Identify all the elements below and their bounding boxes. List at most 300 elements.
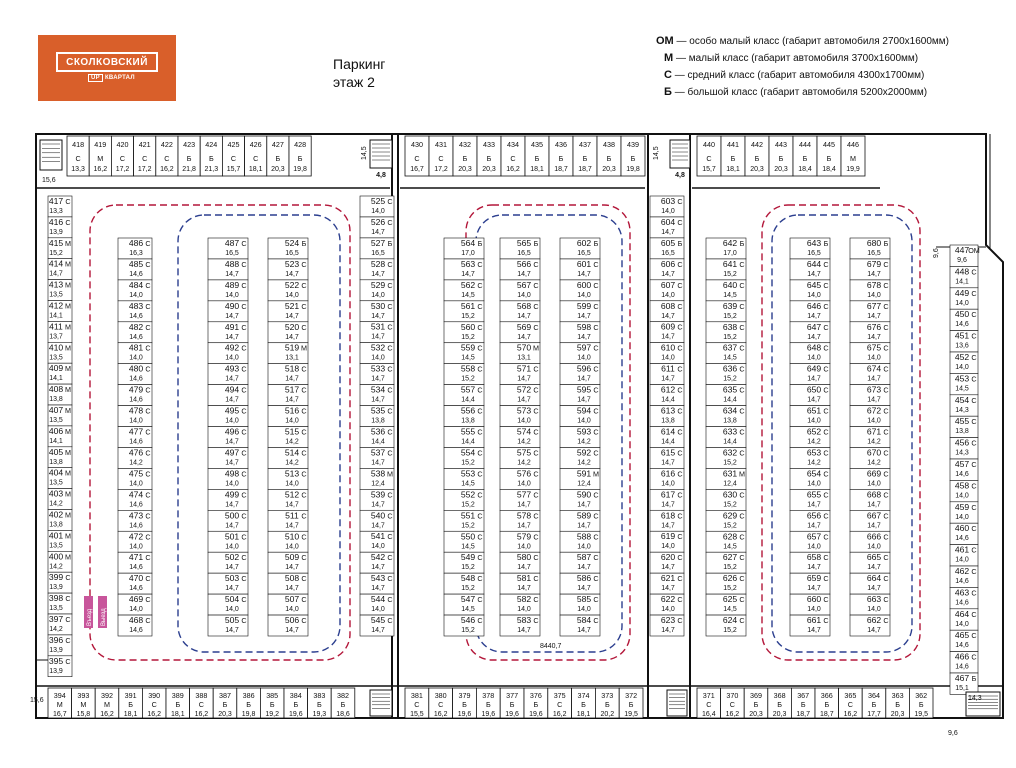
space-number: 558 — [460, 363, 476, 374]
space-number: 430 — [411, 140, 423, 149]
space-385 — [260, 688, 284, 718]
space-number: 636 — [722, 363, 738, 374]
space-class: С — [241, 553, 247, 563]
space-number: 502 — [224, 552, 240, 563]
space-class: С — [533, 595, 539, 605]
space-area: 14,7 — [225, 333, 239, 341]
space-number: 378 — [482, 691, 495, 700]
col7-space-622 — [650, 594, 684, 615]
col0-space-485 — [118, 259, 152, 280]
space-number: 630 — [722, 489, 738, 500]
left-space-398 — [48, 593, 72, 614]
space-number: 487 — [224, 238, 240, 248]
space-area: 19,6 — [529, 711, 543, 718]
space-area: 14,1 — [49, 375, 63, 383]
space-area: 19,5 — [624, 711, 638, 718]
space-number: 398 — [48, 593, 64, 604]
space-area: 14,5 — [723, 543, 737, 551]
space-number: 549 — [460, 552, 476, 563]
space-area: 16,5 — [661, 249, 675, 257]
space-number: 431 — [435, 140, 447, 149]
space-area: 14,7 — [285, 375, 299, 383]
space-area: 14,0 — [577, 543, 591, 551]
space-number: 518 — [284, 363, 300, 374]
space-class: С — [65, 615, 71, 624]
space-area: 14,6 — [129, 522, 143, 530]
space-area: 15,2 — [461, 333, 475, 341]
space-class: С — [677, 469, 683, 479]
col3-space-528 — [360, 259, 394, 280]
space-number: 526 — [370, 216, 386, 227]
col7-space-608 — [650, 301, 684, 322]
space-area: 17,2 — [115, 166, 130, 173]
space-class: С — [414, 700, 420, 709]
col9-space-654 — [790, 468, 830, 489]
space-class: С — [677, 490, 683, 500]
space-class: С — [387, 280, 393, 290]
space-class: Б — [128, 700, 133, 709]
space-area: 14,6 — [129, 501, 143, 509]
space-class: С — [533, 280, 539, 290]
space-area: 19,6 — [457, 711, 472, 718]
space-class: С — [387, 322, 393, 332]
space-class: С — [387, 259, 393, 269]
space-area: 14,0 — [225, 480, 239, 488]
col5-space-568 — [500, 301, 540, 322]
space-area: 14,7 — [285, 501, 299, 509]
col8-space-629 — [706, 510, 746, 531]
col3-space-530 — [360, 301, 394, 322]
space-area: 14,2 — [285, 459, 299, 467]
space-number: 598 — [576, 321, 592, 332]
space-area: 14,7 — [807, 564, 821, 572]
space-area: 17,7 — [867, 711, 881, 718]
space-number: 392 — [101, 691, 113, 700]
space-class: С — [593, 364, 599, 374]
col1-space-490 — [208, 301, 248, 322]
space-class: С — [971, 374, 977, 384]
space-number: 531 — [370, 321, 386, 332]
col5-space-581 — [500, 573, 540, 594]
space-number: 548 — [460, 573, 476, 584]
col8-space-624 — [706, 615, 746, 636]
space-369 — [744, 688, 768, 718]
space-class: Б — [533, 239, 539, 248]
col8-space-626 — [706, 573, 746, 594]
space-number: 640 — [722, 279, 738, 290]
space-number: 376 — [529, 691, 542, 700]
col3-space-526 — [360, 217, 394, 238]
col2-space-517 — [268, 385, 308, 406]
col3-space-534 — [360, 385, 394, 406]
space-class: Б — [883, 239, 889, 248]
space-426 — [245, 136, 267, 176]
space-area: 14,7 — [577, 627, 591, 635]
space-area: 14,7 — [225, 396, 239, 404]
space-class: С — [533, 448, 539, 458]
space-area: 14,7 — [661, 228, 675, 236]
space-number: 373 — [601, 691, 614, 700]
space-377 — [500, 688, 524, 718]
col2-space-515 — [268, 427, 308, 448]
space-area: 14,2 — [867, 438, 881, 446]
space-area: 13,7 — [49, 333, 63, 341]
space-area: 16,2 — [194, 711, 209, 718]
space-class: С — [533, 406, 539, 416]
space-area: 14,0 — [285, 417, 299, 425]
space-number: 655 — [806, 489, 822, 500]
space-420 — [111, 136, 133, 176]
space-class: С — [971, 652, 977, 662]
space-number: 677 — [866, 300, 882, 311]
route-loop-left-inner — [178, 215, 340, 652]
space-area: 20,3 — [890, 711, 905, 718]
space-number: 638 — [722, 321, 738, 332]
space-number: 665 — [866, 552, 882, 563]
space-class: С — [65, 573, 71, 583]
col3-space-541 — [360, 531, 394, 552]
space-number: 419 — [94, 140, 107, 149]
space-area: 13,8 — [49, 396, 63, 404]
space-number: 595 — [576, 384, 592, 395]
space-number: 485 — [128, 258, 144, 269]
col10-space-664 — [850, 573, 890, 594]
space-number: 573 — [516, 405, 532, 416]
col0-space-478 — [118, 406, 152, 427]
left-space-405 — [48, 447, 72, 468]
col7-space-612 — [650, 385, 684, 406]
space-number: 579 — [516, 531, 532, 542]
col2-space-523 — [268, 259, 308, 280]
stair-bottom-right — [667, 690, 687, 716]
left-space-399 — [48, 572, 72, 593]
space-class: С — [823, 490, 829, 500]
space-class: Б — [509, 700, 515, 709]
space-area: 14,7 — [867, 333, 881, 341]
space-area: 14,0 — [661, 543, 675, 551]
space-class: С — [739, 280, 745, 290]
space-number: 623 — [660, 615, 676, 626]
left-space-406 — [48, 426, 72, 447]
space-class: С — [301, 616, 307, 626]
space-number: 664 — [866, 573, 882, 584]
space-class: С — [241, 511, 247, 521]
space-class: С — [971, 288, 977, 298]
space-number: 403 — [48, 488, 64, 499]
space-class: Б — [269, 700, 275, 709]
space-number: 613 — [660, 405, 676, 416]
space-area: 19,8 — [241, 711, 256, 718]
right-space-453 — [950, 373, 978, 394]
space-area: 14,6 — [129, 333, 143, 341]
col9-space-649 — [790, 364, 830, 385]
space-number: 539 — [370, 489, 386, 500]
space-number: 514 — [284, 447, 300, 458]
col9-space-657 — [790, 531, 830, 552]
space-class: М — [65, 406, 71, 415]
space-class: С — [241, 364, 247, 374]
space-class: С — [823, 595, 829, 605]
space-class: С — [593, 553, 599, 563]
space-class: С — [971, 524, 977, 534]
space-area: 14,7 — [225, 438, 239, 446]
right-space-463 — [950, 587, 978, 608]
space-number: 653 — [806, 447, 822, 458]
space-class: М — [104, 700, 110, 709]
col5-space-580 — [500, 552, 540, 573]
col0-space-486 — [118, 238, 152, 259]
space-441 — [721, 136, 745, 176]
col5-space-570 — [500, 343, 540, 364]
col5-space-565 — [500, 238, 540, 259]
space-number: 478 — [128, 405, 144, 416]
space-number: 570 — [516, 342, 532, 353]
space-439 — [621, 136, 645, 176]
space-area: 16,2 — [93, 166, 108, 173]
space-number: 498 — [224, 468, 240, 479]
space-class: С — [739, 259, 745, 269]
space-number: 423 — [183, 140, 196, 149]
col5-space-575 — [500, 447, 540, 468]
space-number: 483 — [128, 300, 144, 311]
space-class: С — [387, 532, 393, 542]
space-class: С — [477, 364, 483, 374]
col3-space-532 — [360, 343, 394, 364]
space-class: С — [301, 595, 307, 605]
col2-space-508 — [268, 573, 308, 594]
col10-space-665 — [850, 552, 890, 573]
space-area: 14,5 — [461, 543, 475, 551]
space-class: С — [145, 448, 151, 458]
space-area: 14,1 — [49, 437, 63, 445]
space-area: 13,5 — [49, 291, 63, 299]
space-class: С — [557, 700, 563, 709]
space-class: С — [593, 595, 599, 605]
space-number: 644 — [806, 258, 822, 269]
col6-space-585 — [560, 594, 600, 615]
space-area: 18,7 — [578, 166, 592, 173]
space-area: 13,8 — [49, 521, 63, 529]
space-area: 14,2 — [49, 500, 63, 508]
space-class: С — [145, 385, 151, 395]
space-class: С — [593, 406, 599, 416]
space-class: С — [387, 364, 393, 374]
space-number: 668 — [866, 489, 882, 500]
space-number: 540 — [370, 510, 386, 521]
space-class: М — [739, 469, 745, 479]
space-class: С — [677, 385, 683, 395]
stair-top-mid — [370, 140, 392, 179]
space-number: 581 — [516, 573, 532, 584]
col1-space-504 — [208, 594, 248, 615]
space-number: 389 — [171, 691, 184, 700]
space-area: 13,5 — [49, 479, 63, 487]
space-area: 14,7 — [371, 564, 385, 572]
space-area: 14,7 — [517, 270, 531, 278]
space-class: М — [65, 447, 71, 457]
space-number: 508 — [284, 573, 300, 584]
space-area: 14,7 — [577, 522, 591, 530]
col1-space-503 — [208, 573, 248, 594]
space-class: С — [823, 385, 829, 395]
space-class: Б — [297, 154, 303, 163]
space-class: С — [677, 280, 683, 290]
space-number: 624 — [722, 615, 738, 626]
space-area: 14,7 — [867, 312, 881, 320]
space-number: 532 — [370, 342, 386, 353]
col3-space-525 — [360, 196, 394, 217]
right-space-451 — [950, 331, 978, 352]
col6-space-587 — [560, 552, 600, 573]
space-area: 14,7 — [225, 459, 239, 467]
space-class: М — [97, 154, 104, 163]
col8-space-641 — [706, 259, 746, 280]
space-area: 14,0 — [955, 492, 969, 500]
space-class: С — [823, 406, 829, 416]
space-number: 412 — [48, 300, 64, 311]
space-number: 454 — [954, 394, 970, 405]
space-class: С — [387, 343, 393, 353]
space-area: 14,6 — [955, 578, 969, 585]
space-area: 16,5 — [285, 250, 299, 257]
space-area: 14,4 — [661, 438, 675, 446]
col9-space-652 — [790, 427, 830, 448]
col10-space-662 — [850, 615, 890, 636]
space-number: 522 — [284, 279, 300, 290]
space-area: 14,7 — [285, 564, 299, 572]
space-class: М — [65, 322, 71, 332]
ramp-markers — [84, 596, 107, 628]
space-class: Б — [462, 700, 467, 709]
space-number: 427 — [271, 140, 284, 149]
core-label: 4,8 — [675, 172, 685, 179]
space-area: 18,4 — [798, 166, 812, 173]
space-area: 14,4 — [723, 396, 737, 404]
space-class: М — [65, 280, 71, 290]
space-class: С — [883, 280, 889, 290]
space-class: Б — [485, 700, 491, 709]
col3-space-545 — [360, 615, 394, 636]
space-area: 14,1 — [49, 312, 63, 320]
space-area: 14,2 — [49, 626, 63, 633]
space-class: С — [301, 259, 307, 269]
space-class: С — [241, 406, 247, 416]
space-area: 14,0 — [129, 543, 143, 551]
space-area: 14,0 — [661, 606, 675, 614]
space-area: 17,0 — [461, 250, 475, 257]
space-number: 363 — [891, 691, 904, 700]
space-class: С — [301, 490, 307, 500]
space-number: 365 — [844, 691, 857, 700]
space-class: С — [883, 343, 889, 353]
col6-space-600 — [560, 280, 600, 301]
right-space-466 — [950, 652, 978, 673]
space-class: С — [677, 511, 683, 521]
space-363 — [886, 688, 910, 718]
space-number: 496 — [224, 426, 240, 437]
space-area: 13,5 — [49, 605, 63, 613]
space-number: 375 — [553, 691, 566, 700]
space-class: С — [387, 427, 393, 437]
space-class: Б — [754, 154, 760, 163]
space-number: 486 — [128, 238, 144, 248]
space-class: С — [971, 588, 977, 598]
space-number: 545 — [370, 615, 386, 626]
space-area: 14,6 — [129, 270, 143, 278]
col6-space-592 — [560, 447, 600, 468]
space-area: 16,7 — [410, 166, 424, 173]
space-class: С — [823, 553, 829, 563]
space-number: 590 — [576, 489, 592, 500]
space-number: 420 — [116, 140, 129, 149]
space-area: 14,6 — [129, 375, 143, 383]
space-number: 631 — [722, 468, 738, 479]
space-area: 13,8 — [661, 417, 675, 425]
space-class: С — [883, 511, 889, 521]
col2-space-524 — [268, 238, 308, 259]
space-number: 586 — [576, 573, 592, 584]
space-class: С — [677, 406, 683, 416]
space-area: 14,7 — [577, 375, 591, 383]
space-424 — [200, 136, 222, 176]
space-class: С — [971, 417, 977, 427]
space-number: 497 — [224, 447, 240, 458]
space-class: Б — [802, 154, 808, 163]
right-space-449 — [950, 288, 978, 309]
space-area: 14,3 — [955, 406, 969, 414]
left-space-417 — [48, 196, 72, 217]
space-class: С — [593, 322, 599, 332]
space-number: 425 — [227, 140, 240, 149]
space-class: С — [593, 490, 599, 500]
space-area: 14,7 — [371, 270, 385, 278]
space-class: С — [739, 574, 745, 584]
space-class: С — [198, 700, 205, 709]
col4-space-547 — [444, 594, 484, 615]
stair-top-right — [670, 140, 690, 179]
space-area: 14,0 — [577, 291, 591, 299]
space-428 — [289, 136, 311, 176]
space-class: С — [533, 616, 539, 626]
space-area: 16,5 — [371, 249, 385, 257]
col1-space-488 — [208, 259, 248, 280]
space-class: С — [241, 490, 247, 500]
space-376 — [524, 688, 548, 718]
space-area: 16,5 — [225, 250, 239, 257]
space-number: 533 — [370, 363, 386, 374]
space-area: 14,5 — [723, 291, 737, 299]
space-class: С — [387, 385, 393, 395]
space-number: 474 — [128, 489, 144, 500]
space-number: 395 — [48, 655, 64, 666]
space-number: 543 — [370, 573, 386, 584]
space-area: 14,5 — [461, 291, 475, 299]
space-number: 385 — [266, 691, 279, 700]
space-area: 14,0 — [661, 208, 675, 215]
space-class: С — [533, 427, 539, 437]
col3-space-536 — [360, 426, 394, 447]
col10-space-678 — [850, 280, 890, 301]
space-area: 19,3 — [312, 711, 327, 718]
space-class: С — [971, 310, 977, 320]
space-class: С — [164, 154, 170, 163]
space-number: 520 — [284, 321, 300, 332]
space-class: Б — [895, 700, 900, 709]
space-number: 481 — [128, 342, 144, 353]
space-number: 444 — [799, 140, 811, 149]
space-362 — [909, 688, 933, 718]
col10-space-680 — [850, 238, 890, 259]
